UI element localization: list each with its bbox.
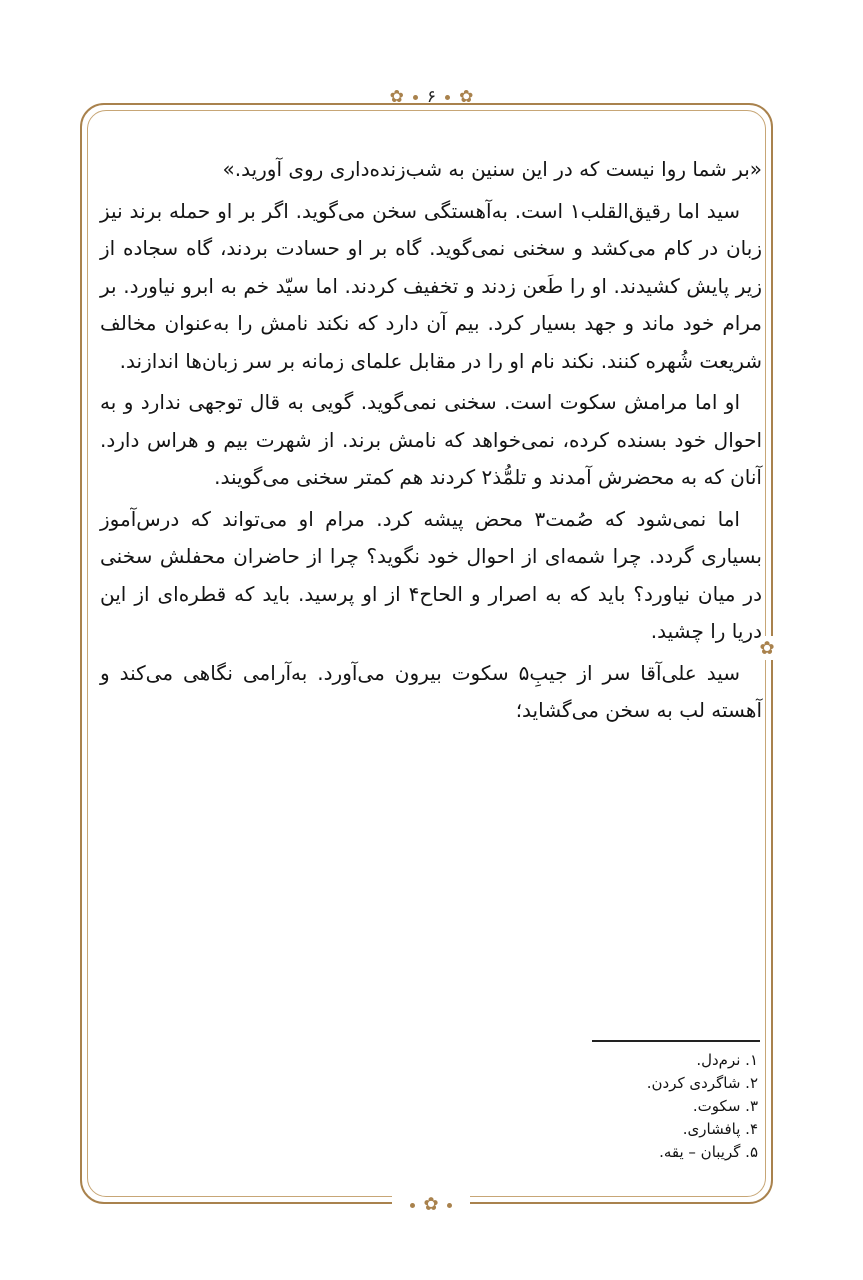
bottom-ornament: [392, 1194, 470, 1216]
ornament-dot: [445, 95, 450, 100]
flower-star-icon: ✿: [459, 86, 474, 107]
flower-star-icon: ✿: [389, 86, 404, 107]
body-text: [100, 151, 762, 734]
footnotes: [450, 1049, 758, 1164]
flower-star-icon: ✿: [423, 1194, 439, 1215]
paragraph: سید اما رقیق‌القلب۱ است. به‌آهستگی سخن می‌گوید. اگر بر او حمله برند نیز زبان در کام می‌کشد و سخنی نمی‌گوید. گاه بر او حسادت بردند، گاه سجاده از زیر پایش کشیدند. او را طَعن زدند و تخفیف کردند. اما سیّد خم به ابرو نیاورد. بر مرام خود ماند و جهد بسیار کرد. بیم آن دارد که نکند نامش را به‌عنوان مخالف شریعت شُهره کنند. نکند نام او را در مقابل علمای زمانه بر سر زبان‌ها اندازند.: [100, 198, 762, 373]
paragraph: او اما مرامش سکوت است. سخنی نمی‌گوید. گویی به قال توجهی ندارد و به احوال خود بسنده کرده، نمی‌خواهد که نامش برند. از شهرت بیم و هراس دارد. آنان که به محضرش آمدند و تلمُّذ۲ کردند هم کمتر سخنی می‌گویند.: [100, 390, 762, 489]
footnote: ۲. شاگردی کردن.: [646, 1074, 758, 1092]
ornament-dot: [447, 1203, 452, 1208]
footnote: ۴. پافشاری.: [682, 1120, 758, 1138]
ornament-dot: [410, 1203, 415, 1208]
paragraph: سید علی‌آقا سر از جیبِ۵ سکوت بیرون می‌آورد. به‌آرامی نگاهی می‌کند و آهسته لب به سخن می‌گشاید؛: [100, 660, 762, 722]
footnote: ۳. سکوت.: [692, 1097, 758, 1115]
flower-star-icon: ✿: [755, 636, 779, 660]
ornament-dot: [413, 95, 418, 100]
paragraph: اما نمی‌شود که صُمت۳ محض پیشه کرد. مرام او می‌تواند که درس‌آموز بسیاری گردد. چرا شمه‌ای از احوال خود نگوید؟ چرا از حاضران محفلش سخنی در میان نیاورد؟ باید که به اصرار و الحاح۴ از او پرسید. باید که قطره‌ای از این دریا را چشید.: [100, 506, 762, 643]
page-number: ۶: [426, 86, 437, 107]
footnote: ۵. گریبان – یقه.: [659, 1143, 758, 1161]
footnote-divider: [592, 1040, 760, 1042]
footnote: ۱. نرم‌دل.: [696, 1051, 758, 1069]
quote-paragraph: «بر شما روا نیست که در این سنین به شب‌زنده‌داری روی آورید.»: [222, 157, 762, 181]
